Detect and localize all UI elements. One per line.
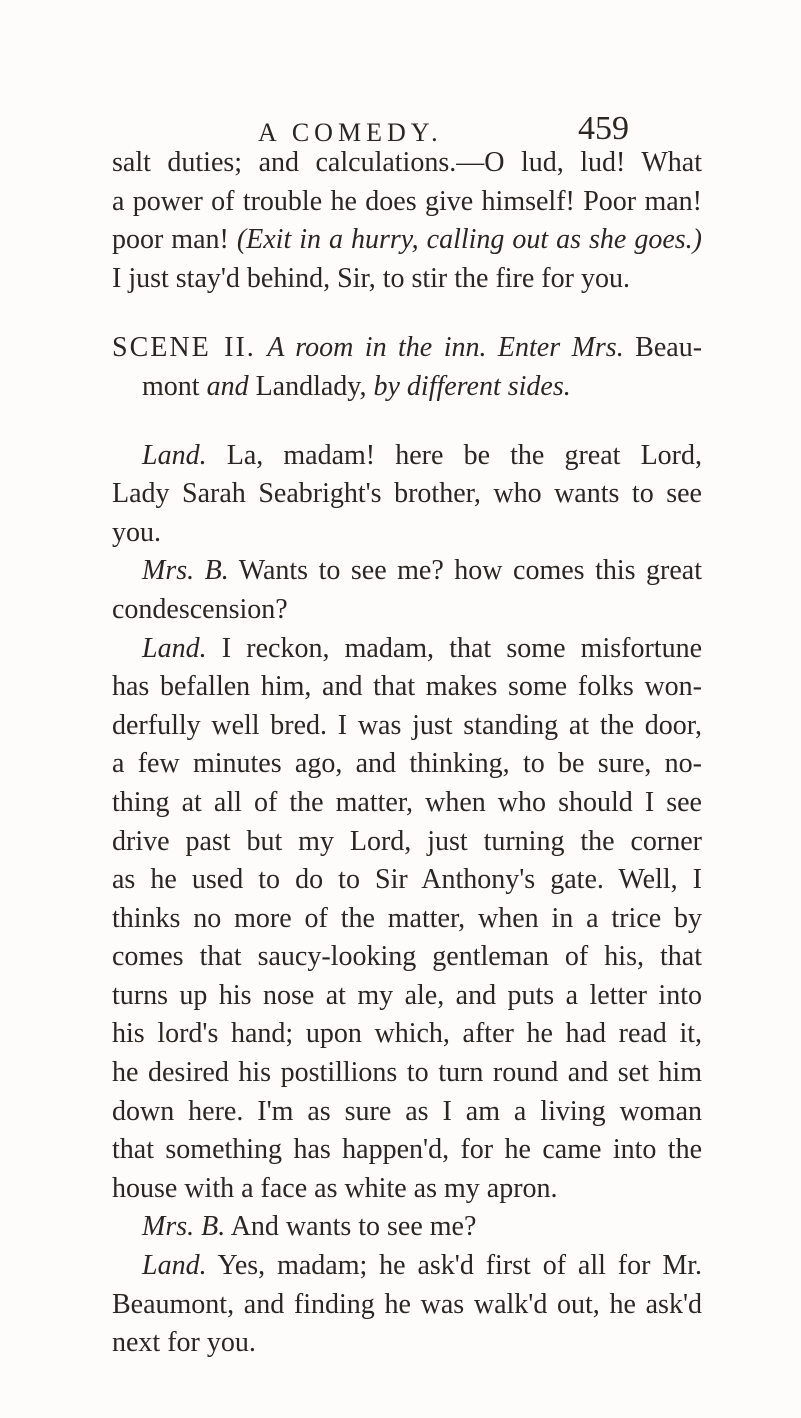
dialogue-text: I reckon, madam, that some misfortune [221, 632, 702, 664]
dialogue-text: And wants to see me? [230, 1211, 477, 1243]
dialogue-line: you. [112, 516, 161, 548]
dialogue-line: has befallen him, and that makes some folks won- [112, 671, 702, 703]
dialogue-line: Lady Sarah Seabright's brother, who wants to see [112, 478, 702, 510]
dialogue-text: La, madam! here be the great Lord, [226, 439, 702, 471]
spacer [112, 298, 702, 329]
running-head: A COMEDY. [258, 118, 443, 147]
character-name: Landlady, [255, 370, 367, 402]
dialogue-line: derfully well bred. I was just standing at the door, [112, 709, 702, 741]
dialogue-line: he desired his postillions to turn round and set him [112, 1057, 702, 1089]
dialogue-line [112, 1208, 702, 1247]
scene-label: SCENE II. [112, 332, 256, 364]
dialogue-line: condescension? [112, 593, 288, 625]
dialogue-line: thinks no more of the matter, when in a trice by [112, 902, 702, 934]
dialogue-line: comes that saucy-looking gentleman of his, that [112, 941, 702, 973]
speech-text: poor man! [112, 224, 237, 256]
speaker-name: Land. [142, 632, 207, 664]
speaker-name: Mrs. B. [142, 1211, 226, 1243]
scene-heading [112, 329, 702, 368]
dialogue-line: next for you. [112, 1327, 256, 1359]
stage-direction: Enter Mrs. [497, 332, 624, 364]
spacer [112, 407, 702, 437]
page-number: 459 [578, 110, 629, 147]
dialogue-line: house with a face as white as my apron. [112, 1172, 558, 1204]
stage-direction: (Exit in a hurry, calling out as she goes.) [236, 224, 702, 256]
dialogue-line: down here. I'm as sure as I am a living woman [112, 1095, 702, 1127]
dialogue-line [112, 437, 702, 476]
dialogue-line [112, 552, 702, 591]
body-text [112, 144, 702, 1363]
stage-direction: by different sides. [373, 370, 571, 402]
dialogue-line: drive past but my Lord, just turning the corner [112, 825, 702, 857]
dialogue-text: Yes, madam; he ask'd first of all for Mr. [217, 1250, 702, 1282]
speech-line: I just stay'd behind, Sir, to stir the fire for you. [112, 262, 630, 294]
speaker-name: Land. [142, 1250, 207, 1282]
dialogue-line: a few minutes ago, and thinking, to be sure, no- [112, 748, 702, 780]
dialogue-line [112, 1247, 702, 1286]
dialogue-line [112, 630, 702, 669]
scene-heading-cont [112, 368, 702, 407]
dialogue-line: his lord's hand; upon which, after he had read it, [112, 1018, 702, 1050]
character-name: mont [142, 370, 200, 402]
speech-line [112, 221, 702, 260]
speech-line: salt duties; and calculations.—O lud, lud! What [112, 147, 702, 178]
speaker-name: Mrs. B. [142, 555, 229, 587]
dialogue-line: turns up his nose at my ale, and puts a letter into [112, 979, 702, 1011]
dialogue-text: Wants to see me? how comes this great [238, 555, 702, 587]
speech-line: a power of trouble he does give himself! Poor man! [112, 185, 702, 217]
dialogue-line: that something has happen'd, for he came into the [112, 1134, 702, 1166]
speaker-name: Land. [142, 439, 207, 471]
dialogue-line: Beaumont, and finding he was walk'd out, he ask'd [112, 1288, 702, 1320]
character-name: Beau- [635, 332, 703, 364]
dialogue-line: thing at all of the matter, when who should I see [112, 786, 702, 818]
scene-setting: A room in the inn. [267, 332, 487, 364]
stage-direction: and [206, 370, 249, 402]
dialogue-line: as he used to do to Sir Anthony's gate. Well, I [112, 864, 702, 896]
